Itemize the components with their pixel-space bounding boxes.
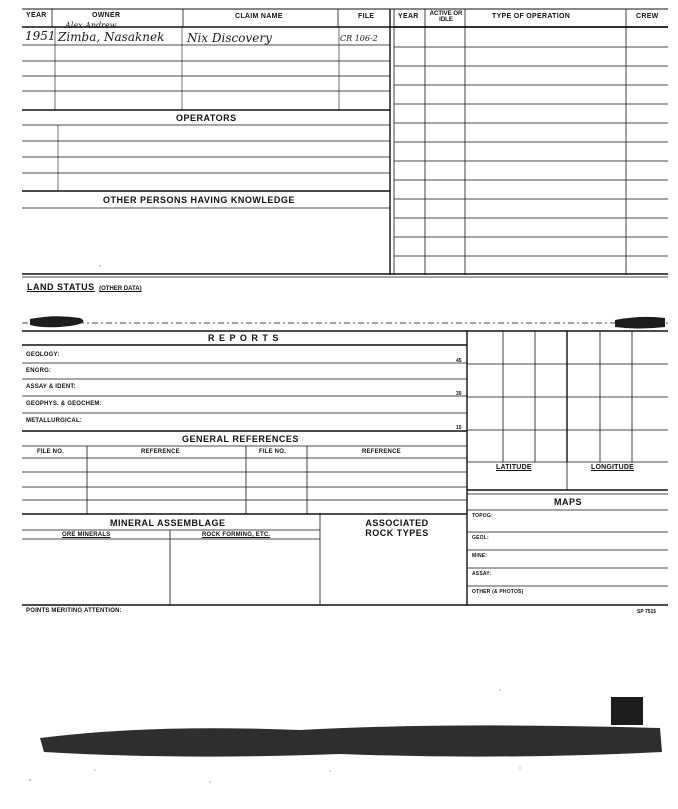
land-status-label: LAND STATUS (27, 282, 95, 292)
header-crew: CREW (636, 13, 659, 20)
ref-file-no-2: FILE NO. (259, 449, 286, 455)
land-status-sub: (OTHER DATA) (99, 286, 142, 292)
report-geology: GEOLOGY: (26, 352, 60, 358)
report-assay: ASSAY & IDENT: (26, 384, 76, 390)
points-meriting-attention: POINTS MERITING ATTENTION: (26, 608, 122, 614)
ref-reference-2: REFERENCE (362, 449, 401, 455)
section-mineral-assemblage: MINERAL ASSEMBLAGE (110, 518, 226, 528)
land-status (27, 277, 142, 295)
report-metallurgical-num: 15 (456, 425, 462, 431)
entry-owner-line1: Alex Andrew (65, 21, 117, 30)
section-general-references: GENERAL REFERENCES (182, 434, 299, 444)
maps-topog: TOPOG: (472, 513, 493, 519)
entry-year: 1951 (25, 29, 56, 43)
entry-owner-line2: Zimba, Nasaknek (58, 30, 165, 44)
report-geophys: GEOPHYS. & GEOCHEM: (26, 401, 102, 407)
header-active-idle: ACTIVE OR IDLE (429, 11, 463, 23)
ref-reference-1: REFERENCE (141, 449, 180, 455)
report-geology-num: 45 (456, 358, 462, 364)
header-type-of-operation: TYPE OF OPERATION (492, 13, 571, 20)
section-maps: MAPS (554, 497, 583, 507)
form-code: SP 7515 (637, 609, 657, 615)
section-associated-rock-types: ASSOCIATED ROCK TYPES (365, 518, 429, 538)
longitude-label: LONGITUDE (591, 464, 635, 471)
section-other-persons: OTHER PERSONS HAVING KNOWLEDGE (103, 195, 295, 205)
header-claim-name: CLAIM NAME (235, 13, 283, 20)
maps-geol: GEOL: (472, 535, 489, 541)
latitude-label: LATITUDE (496, 464, 532, 471)
maps-other: OTHER (& PHOTOS) (472, 589, 524, 595)
header-year: YEAR (26, 12, 47, 19)
report-assay-num: 30 (456, 391, 462, 397)
report-metallurgical: METALLURGICAL: (26, 418, 83, 424)
report-engrg: ENGRG: (26, 368, 52, 374)
maps-mine: MINE: (472, 553, 488, 559)
maps-assay: ASSAY: (472, 571, 492, 577)
rock-forming-label: ROCK FORMING, ETC. (202, 532, 271, 538)
entry-file: CR 106-2 (340, 34, 378, 43)
header-file: FILE (358, 13, 375, 20)
section-reports: R E P O R T S (208, 333, 280, 343)
ore-minerals-label: ORE MINERALS (62, 532, 111, 538)
header-op-year: YEAR (398, 13, 419, 20)
ref-file-no-1: FILE NO. (37, 449, 64, 455)
section-operators: OPERATORS (176, 113, 237, 123)
entry-claim-name: Nix Discovery (187, 31, 272, 45)
header-owner: OWNER (92, 12, 121, 19)
